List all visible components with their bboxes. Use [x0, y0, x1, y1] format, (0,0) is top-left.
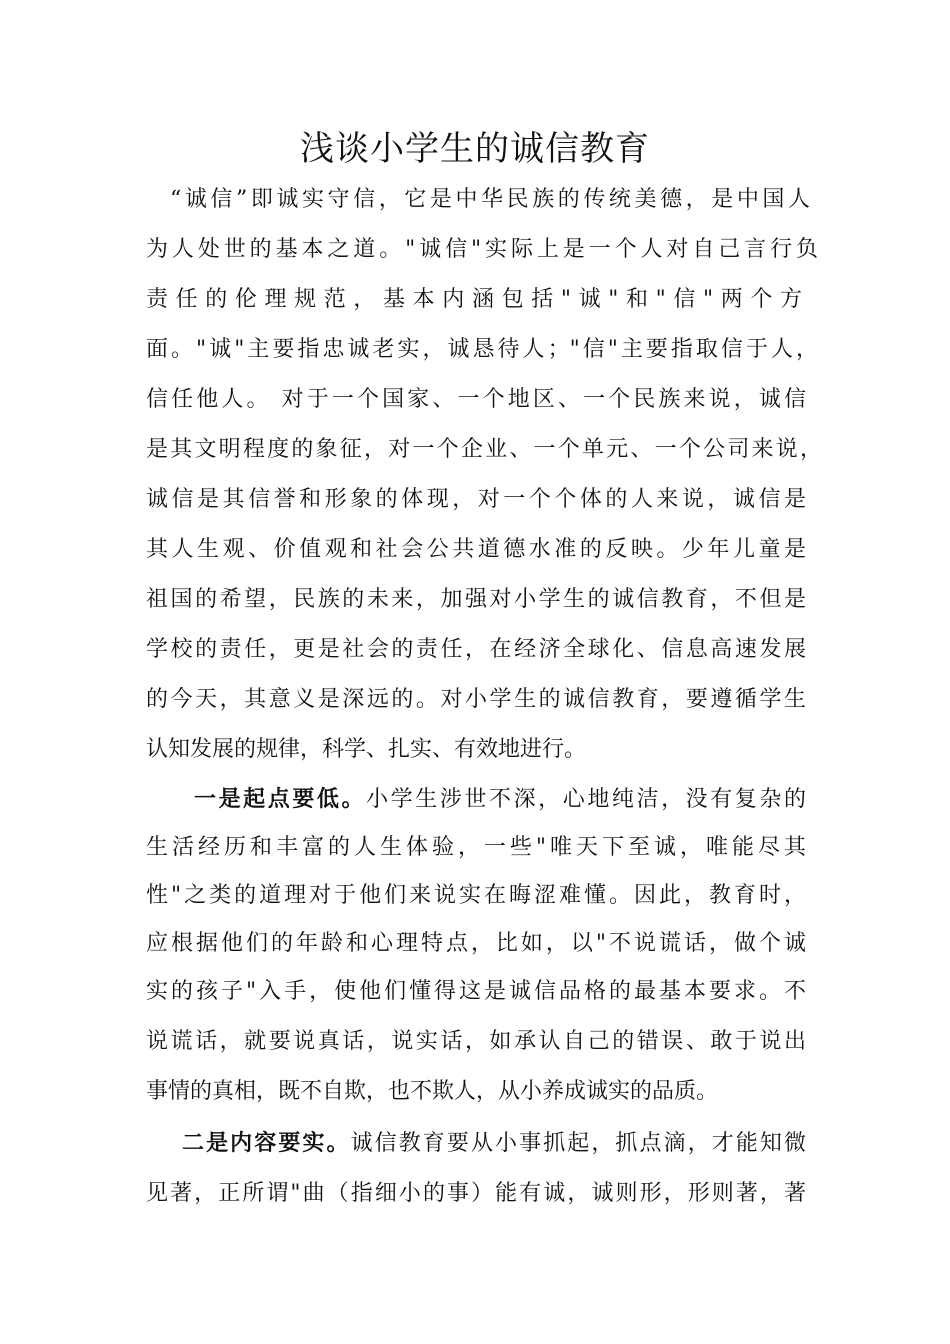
paragraph-2-first-line-text: 小学生涉世不深，心地纯洁，没有复杂的: [366, 787, 806, 812]
paragraph-1-line-12: 认知发展的规律，科学、扎实、有效地进行。: [146, 737, 587, 762]
paragraph-1-line-11: 的今天，其意义是深远的。对小学生的诚信教育，要遵循学生: [146, 687, 806, 712]
paragraph-1-line-7: 诚信是其信誉和形象的体现，对一个个体的人来说，诚信是: [146, 487, 806, 512]
paragraph-3-line-1: [182, 1124, 806, 1164]
paragraph-3-first-line-text: 诚信教育要从小事抓起，抓点滴，才能知微: [350, 1131, 806, 1156]
paragraph-2-line-7: 事情的真相，既不自欺，也不欺人，从小养成诚实的品质。: [146, 1079, 719, 1104]
paragraph-1-line-9: 祖国的希望，民族的未来，加强对小学生的诚信教育，不但是: [146, 587, 806, 612]
paragraph-2-line-6: 说谎话，就要说真话，说实话，如承认自己的错误、敢于说出: [146, 1029, 806, 1054]
paragraph-1-line-6: 是其文明程度的象征，对一个企业、一个单元、一个公司来说，: [146, 437, 822, 462]
document-title: 浅谈小学生的诚信教育: [300, 129, 650, 169]
paragraph-2-line-1: [194, 780, 806, 820]
paragraph-1-line-2: 为人处世的基本之道。"诚信"实际上是一个人对自己言行负: [146, 237, 818, 262]
paragraph-3-line-2: 见著，正所谓"曲（指细小的事）能有诚，诚则形，形则著，著: [146, 1181, 806, 1206]
paragraph-3-lead: 二是内容要实。: [182, 1131, 351, 1156]
paragraph-2-line-4: 应根据他们的年龄和心理特点，比如，以"不说谎话，做个诚: [146, 931, 806, 956]
paragraph-1-line-3: 责任的伦理规范，基本内涵包括"诚"和"信"两个方: [146, 287, 802, 312]
paragraph-1-line-4: 面。"诚"主要指忠诚老实，诚恳待人；"信"主要指取信于人，: [146, 337, 818, 362]
paragraph-2-lead: 一是起点要低。: [194, 787, 367, 812]
paragraph-1-line-5: 信任他人。 对于一个国家、一个地区、一个民族来说，诚信: [146, 387, 806, 412]
paragraph-2-line-2: 生活经历和丰富的人生体验，一些"唯天下至诚，唯能尽其: [146, 835, 806, 860]
paragraph-1-line-8: 其人生观、价值观和社会公共道德水准的反映。少年儿童是: [146, 537, 806, 562]
paragraph-2-line-5: 实的孩子"入手，使他们懂得这是诚信品格的最基本要求。不: [146, 979, 806, 1004]
paragraph-2-line-3: 性"之类的道理对于他们来说实在晦涩难懂。因此，教育时，: [146, 883, 806, 908]
paragraph-1-line-1: “诚信”即诚实守信，它是中华民族的传统美德，是中国人: [170, 187, 810, 212]
paragraph-1-line-10: 学校的责任，更是社会的责任，在经济全球化、信息高速发展: [146, 637, 806, 662]
